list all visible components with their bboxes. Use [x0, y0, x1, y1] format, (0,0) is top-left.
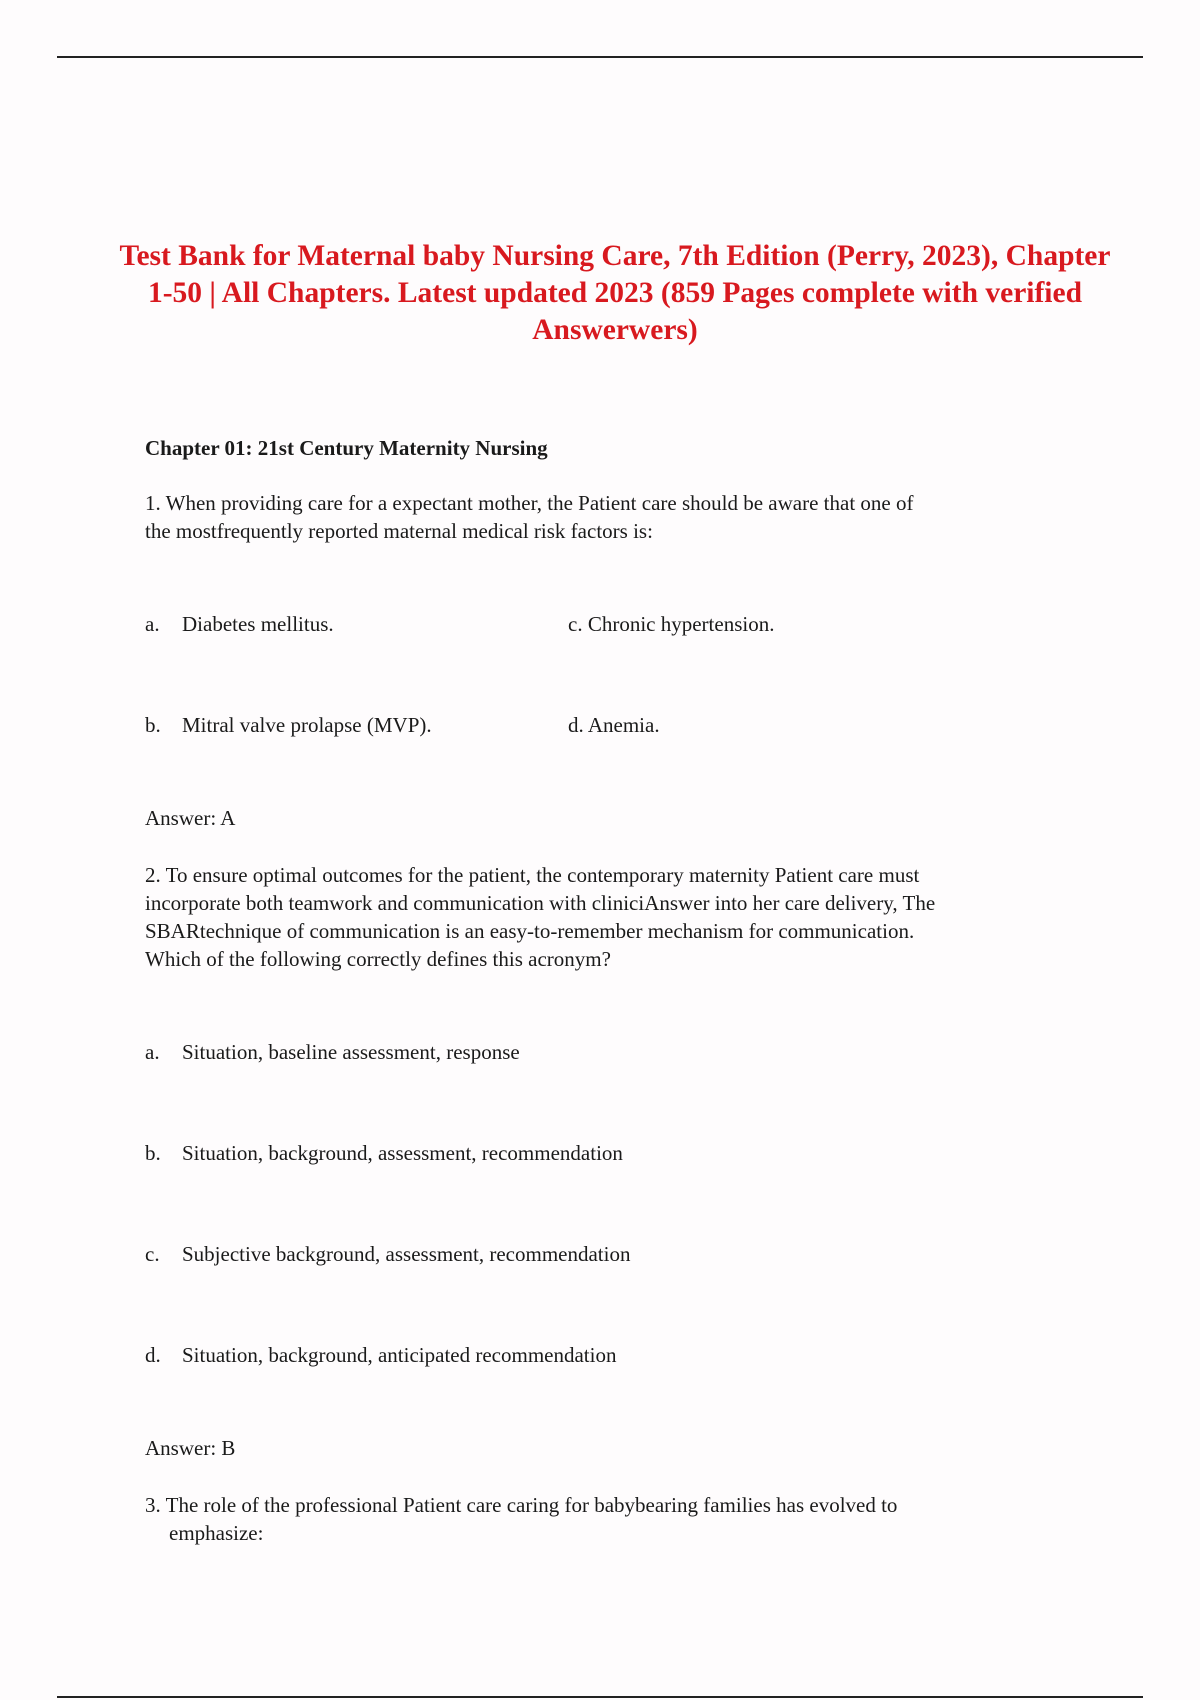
question-1-option-b	[145, 711, 432, 739]
option-text: Mitral valve prolapse (MVP).	[182, 713, 432, 737]
question-2-answer: Answer: B	[145, 1436, 236, 1460]
question-2-option-b	[145, 1139, 623, 1167]
question-2-option-a	[145, 1038, 520, 1066]
question-3-stem	[145, 1491, 1075, 1547]
question-1-option-a	[145, 610, 334, 638]
option-text: Situation, baseline assessment, response	[182, 1040, 520, 1064]
question-line: the mostfrequently reported maternal medical risk factors is:	[145, 519, 653, 543]
question-2-stem	[145, 861, 1075, 973]
question-2-option-d	[145, 1341, 616, 1369]
question-line: Which of the following correctly defines this acronym?	[145, 947, 611, 971]
chapter-heading: Chapter 01: 21st Century Maternity Nursing	[145, 436, 548, 460]
option-text: Chronic hypertension.	[587, 612, 775, 636]
bottom-rule	[57, 1696, 1143, 1698]
option-letter: a.	[145, 1040, 160, 1064]
question-line: 2. To ensure optimal outcomes for the patient, the contemporary maternity Patient care must	[145, 863, 920, 887]
question-line: emphasize:	[169, 1521, 264, 1545]
document-title: Test Bank for Maternal baby Nursing Care, 7th Edition (Perry, 2023), Chapter 1-50 | All Chapters. Latest updated 2023 (859 Pages complete with verified Answerwers)	[119, 240, 1111, 346]
question-1-option-c	[568, 610, 774, 638]
question-line: SBARtechnique of communication is an easy-to-remember mechanism for communication.	[145, 919, 915, 943]
question-line: 1. When providing care for a expectant mother, the Patient care should be aware that one of	[145, 491, 914, 515]
option-letter: b.	[145, 1141, 161, 1165]
option-letter: a.	[145, 612, 160, 636]
top-rule	[57, 56, 1143, 58]
option-text: Subjective background, assessment, recommendation	[182, 1242, 631, 1266]
option-letter: b.	[145, 713, 161, 737]
option-text: Diabetes mellitus.	[182, 612, 334, 636]
question-line: incorporate both teamwork and communication with cliniciAnswer into her care delivery, The	[145, 891, 936, 915]
option-text: Situation, background, assessment, recommendation	[182, 1141, 623, 1165]
question-line: 3. The role of the professional Patient care caring for babybearing families has evolved to	[145, 1493, 898, 1517]
question-1-answer: Answer: A	[145, 806, 236, 830]
question-1-option-d	[568, 711, 660, 739]
option-letter: d.	[145, 1343, 161, 1367]
option-text: Anemia.	[587, 713, 660, 737]
option-letter: d.	[568, 713, 584, 737]
question-1-stem	[145, 489, 1075, 545]
option-letter: c.	[568, 612, 583, 636]
question-2-option-c	[145, 1240, 630, 1268]
option-letter: c.	[145, 1242, 160, 1266]
option-text: Situation, background, anticipated recommendation	[182, 1343, 617, 1367]
